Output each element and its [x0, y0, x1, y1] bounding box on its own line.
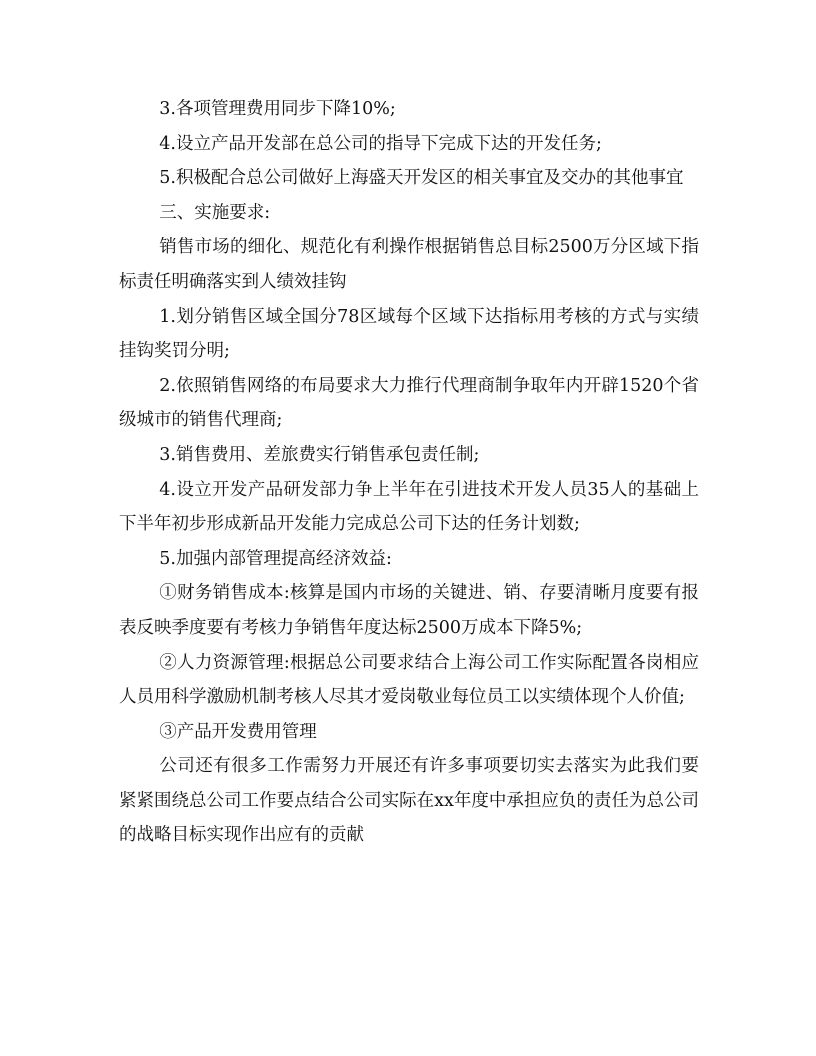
paragraph-item-1-sales-regions: 1.划分销售区域全国分78区域每个区域下达指标用考核的方式与实绩挂钩奖罚分明; — [119, 306, 699, 362]
paragraph-product-dev-costs: ③产品开发费用管理 — [159, 721, 317, 742]
paragraph-item-3-admin-costs: 3.各项管理费用同步下降10%; — [159, 99, 396, 119]
paragraph-item-4-rnd-dept: 4.设立开发产品研发部力争上半年在引进技术开发人员35人的基础上下半年初步形成新品开发能力完成总公司下达的任务计划数; — [119, 479, 699, 535]
paragraph-item-2-sales-network: 2.依照销售网络的布局要求大力推行代理商制争取年内开辟1520个省级城市的销售代理商; — [119, 375, 699, 431]
paragraph-human-resources: ②人力资源管理:根据总公司要求结合上海公司工作实际配置各岗相应人员用科学激励机制考核人尽其才爱岗敬业每位员工以实绩体现个人价值; — [119, 652, 699, 708]
paragraph-closing: 公司还有很多工作需努力开展还有许多事项要切实去落实为此我们要紧紧围绕总公司工作要点结合公司实际在xx年度中承担应负的责任为总公司的战略目标实现作出应有的贡献 — [119, 756, 699, 846]
paragraph-item-3-sales-expenses: 3.销售费用、差旅费实行销售承包责任制; — [159, 444, 480, 465]
paragraph-item-5-cooperate-hq: 5.积极配合总公司做好上海盛天开发区的相关事宜及交办的其他事宜 — [159, 168, 684, 189]
paragraph-item-4-product-dev-dept: 4.设立产品开发部在总公司的指导下完成下达的开发任务; — [159, 133, 602, 154]
paragraph-item-5-internal-management: 5.加强内部管理提高经济效益: — [159, 548, 392, 569]
section-heading-implementation: 三、实施要求: — [159, 202, 271, 223]
document-body — [119, 92, 699, 853]
paragraph-finance-sales-cost: ①财务销售成本:核算是国内市场的关键进、销、存要清晰月度要有报表反映季度要有考核力争销售年度达标2500万成本下降5%; — [119, 583, 699, 638]
paragraph-sales-market-refinement: 销售市场的细化、规范化有利操作根据销售总目标2500万分区域下指标责任明确落实到人绩效挂钩 — [119, 237, 699, 292]
